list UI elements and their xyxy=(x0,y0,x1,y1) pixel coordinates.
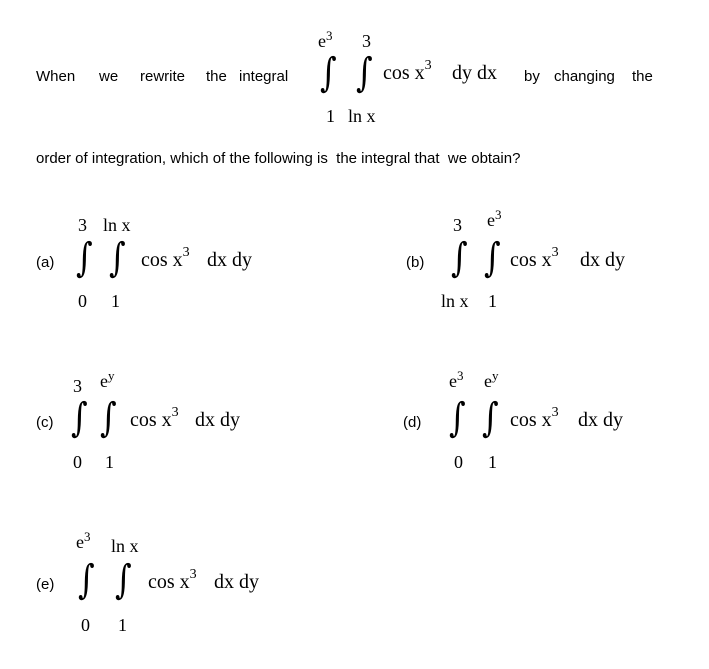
question-word: When xyxy=(36,68,76,85)
differential: dx dy xyxy=(207,249,252,271)
question-word: the xyxy=(206,68,227,85)
inner-integral-sign: ∫ xyxy=(484,235,501,281)
integrand: $\cos x^3$ xyxy=(383,58,432,84)
question-word: changing xyxy=(554,68,615,85)
inner-upper-limit: ln x xyxy=(103,215,131,235)
inner-upper-limit: $e^y$ xyxy=(484,368,499,391)
outer-upper-limit: $e^3$ xyxy=(76,529,91,552)
question-word: we xyxy=(99,68,119,85)
inner-integral-sign: ∫ xyxy=(482,395,499,441)
integrand: $\cos x^3$ xyxy=(130,405,179,431)
differential: dx dy xyxy=(580,249,625,271)
outer-integral-sign: ∫ xyxy=(78,557,95,603)
inner-upper-limit: ln x xyxy=(111,536,139,556)
inner-lower-limit: 1 xyxy=(488,452,497,472)
question-line-2: order of integration, which of the following is the integral that we obtain? xyxy=(36,150,521,167)
option-label: (e) xyxy=(36,576,55,593)
outer-lower-limit: ln x xyxy=(441,291,469,311)
integrand: $\cos x^3$ xyxy=(148,567,197,593)
inner-upper-limit: $e^y$ xyxy=(100,368,115,391)
inner-lower-limit: 1 xyxy=(111,291,120,311)
question-word: by xyxy=(524,68,540,85)
option-label: (d) xyxy=(403,414,422,431)
outer-upper-limit: $e^3$ xyxy=(449,368,464,391)
inner-upper-limit: 3 xyxy=(362,31,371,51)
outer-lower-limit: 0 xyxy=(454,452,463,472)
integrand: $\cos x^3$ xyxy=(510,245,559,271)
outer-upper-limit: 3 xyxy=(73,376,82,396)
inner-upper-limit: $e^3$ xyxy=(487,207,502,230)
option-label: (c) xyxy=(36,414,54,431)
inner-integral-sign: ∫ xyxy=(356,50,373,96)
question-word: the xyxy=(632,68,653,85)
outer-integral-sign: ∫ xyxy=(71,395,88,441)
inner-integral-sign: ∫ xyxy=(100,395,117,441)
outer-integral-sign: ∫ xyxy=(320,50,337,96)
outer-upper-limit: 3 xyxy=(78,215,87,235)
integrand: $\cos x^3$ xyxy=(510,405,559,431)
inner-integral-sign: ∫ xyxy=(115,557,132,603)
question-word: integral xyxy=(239,68,289,85)
inner-lower-limit: 1 xyxy=(105,452,114,472)
outer-lower-limit: 0 xyxy=(73,452,82,472)
outer-lower-limit: 0 xyxy=(78,291,87,311)
inner-lower-limit: 1 xyxy=(118,615,127,635)
integrand: $\cos x^3$ xyxy=(141,245,190,271)
differential: dx dy xyxy=(214,571,259,593)
option-label: (a) xyxy=(36,254,55,271)
outer-upper-limit: $e^3$ xyxy=(318,28,333,51)
outer-upper-limit: 3 xyxy=(453,215,462,235)
option-label: (b) xyxy=(406,254,425,271)
differential: dy dx xyxy=(452,62,497,84)
inner-integral-sign: ∫ xyxy=(109,235,126,281)
outer-lower-limit: 0 xyxy=(81,615,90,635)
outer-integral-sign: ∫ xyxy=(451,235,468,281)
differential: dx dy xyxy=(195,409,240,431)
outer-integral-sign: ∫ xyxy=(76,235,93,281)
outer-integral-sign: ∫ xyxy=(449,395,466,441)
question-word: rewrite xyxy=(140,68,186,85)
differential: dx dy xyxy=(578,409,623,431)
inner-lower-limit: 1 xyxy=(488,291,497,311)
inner-lower-limit: ln x xyxy=(348,106,376,126)
outer-lower-limit: 1 xyxy=(326,106,335,126)
